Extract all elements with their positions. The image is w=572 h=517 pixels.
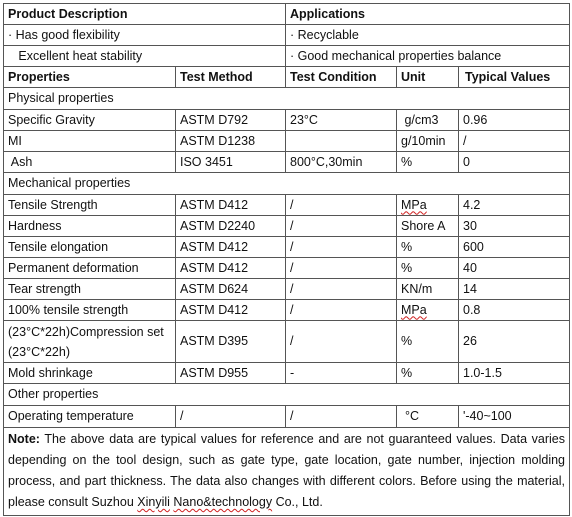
product-data-sheet xyxy=(3,3,569,516)
cell-value: 30 xyxy=(459,216,570,237)
table-row xyxy=(4,152,570,173)
cell-property: Tensile Strength xyxy=(4,195,176,216)
cell-property: 100% tensile strength xyxy=(4,300,176,321)
cell-unit: KN/m xyxy=(397,279,459,300)
cell-property: Tensile elongation xyxy=(4,237,176,258)
section-mechanical-properties: Mechanical properties xyxy=(4,173,570,195)
cell-property: Permanent deformation xyxy=(4,258,176,279)
applications-heading: Applications xyxy=(286,4,570,25)
cell-condition: / xyxy=(286,237,397,258)
cell-unit: % xyxy=(397,363,459,384)
cell-unit: °C xyxy=(397,406,459,428)
unit-text: MPa xyxy=(401,197,427,212)
specification-table xyxy=(3,3,570,516)
table-row xyxy=(4,321,570,363)
cell-property: Specific Gravity xyxy=(4,110,176,131)
cell-condition: - xyxy=(286,363,397,384)
cell-condition: / xyxy=(286,406,397,428)
column-header-row xyxy=(4,67,570,88)
feature-right: · Good mechanical properties balance xyxy=(286,46,570,67)
cell-unit: % xyxy=(397,258,459,279)
cell-method: ASTM D395 xyxy=(176,321,286,363)
cell-value: 1.0-1.5 xyxy=(459,363,570,384)
cell-condition xyxy=(286,131,397,152)
column-header-typical-values: Typical Values xyxy=(459,67,570,88)
nano-technology-text: Nano&technology xyxy=(173,495,273,509)
feature-left: · Has good flexibility xyxy=(4,25,286,46)
column-header-properties: Properties xyxy=(4,67,176,88)
table-row xyxy=(4,216,570,237)
column-header-test-condition: Test Condition xyxy=(286,67,397,88)
table-row xyxy=(4,363,570,384)
table-row xyxy=(4,406,570,428)
unit-text: MPa xyxy=(401,302,427,317)
section-row xyxy=(4,384,570,406)
table-row xyxy=(4,195,570,216)
cell-unit xyxy=(397,195,459,216)
note-text-end: Co., Ltd. xyxy=(272,495,323,509)
section-row xyxy=(4,88,570,110)
cell-method: ASTM D955 xyxy=(176,363,286,384)
cell-property: (23°C*22h)Compression set (23°C*22h) xyxy=(4,321,176,363)
cell-property: Ash xyxy=(4,152,176,173)
cell-method: ASTM D792 xyxy=(176,110,286,131)
cell-method: ASTM D1238 xyxy=(176,131,286,152)
table-row xyxy=(4,279,570,300)
feature-left: Excellent heat stability xyxy=(4,46,286,67)
cell-value: 0 xyxy=(459,152,570,173)
section-other-properties: Other properties xyxy=(4,384,570,406)
cell-method: ASTM D412 xyxy=(176,195,286,216)
table-row xyxy=(4,258,570,279)
cell-unit: % xyxy=(397,321,459,363)
table-row xyxy=(4,131,570,152)
cell-property: Hardness xyxy=(4,216,176,237)
feature-right: · Recyclable xyxy=(286,25,570,46)
table-row xyxy=(4,300,570,321)
table-row xyxy=(4,110,570,131)
cell-condition: 23°C xyxy=(286,110,397,131)
note-cell xyxy=(4,428,570,516)
cell-condition: / xyxy=(286,216,397,237)
cell-unit xyxy=(397,300,459,321)
cell-condition: / xyxy=(286,195,397,216)
cell-unit: g/10min xyxy=(397,131,459,152)
product-description-heading: Product Description xyxy=(4,4,286,25)
table-row xyxy=(4,237,570,258)
cell-method: ASTM D412 xyxy=(176,300,286,321)
cell-property: Operating temperature xyxy=(4,406,176,428)
note-row xyxy=(4,428,570,516)
feature-row xyxy=(4,25,570,46)
cell-value: 26 xyxy=(459,321,570,363)
cell-unit: % xyxy=(397,152,459,173)
cell-condition: / xyxy=(286,279,397,300)
cell-property: MI xyxy=(4,131,176,152)
header-row xyxy=(4,4,570,25)
cell-condition: / xyxy=(286,258,397,279)
cell-value: / xyxy=(459,131,570,152)
cell-unit: Shore A xyxy=(397,216,459,237)
cell-unit: g/cm3 xyxy=(397,110,459,131)
cell-value: 600 xyxy=(459,237,570,258)
cell-condition: / xyxy=(286,300,397,321)
section-row xyxy=(4,173,570,195)
cell-method: ASTM D624 xyxy=(176,279,286,300)
cell-condition: / xyxy=(286,321,397,363)
cell-unit: % xyxy=(397,237,459,258)
cell-value: 0.96 xyxy=(459,110,570,131)
cell-method: ISO 3451 xyxy=(176,152,286,173)
cell-method: ASTM D2240 xyxy=(176,216,286,237)
cell-value: '-40~100 xyxy=(459,406,570,428)
column-header-test-method: Test Method xyxy=(176,67,286,88)
cell-method: ASTM D412 xyxy=(176,258,286,279)
cell-value: 4.2 xyxy=(459,195,570,216)
cell-property: Tear strength xyxy=(4,279,176,300)
company-name: Xinyili xyxy=(137,495,170,509)
cell-value: 0.8 xyxy=(459,300,570,321)
cell-condition: 800°C,30min xyxy=(286,152,397,173)
cell-method: / xyxy=(176,406,286,428)
note-label: Note: xyxy=(8,432,40,446)
cell-value: 14 xyxy=(459,279,570,300)
feature-row xyxy=(4,46,570,67)
cell-property: Mold shrinkage xyxy=(4,363,176,384)
cell-value: 40 xyxy=(459,258,570,279)
cell-method: ASTM D412 xyxy=(176,237,286,258)
column-header-unit: Unit xyxy=(397,67,459,88)
section-physical-properties: Physical properties xyxy=(4,88,570,110)
note-text: The above data are typical values for reference and are not guaranteed values. Data varies depending on the tool design, such as gate type, gate location, gate number, injection molding process, and part thickness. The data also changes with different colors. Before using the material, please consult Suzhou xyxy=(8,432,566,509)
